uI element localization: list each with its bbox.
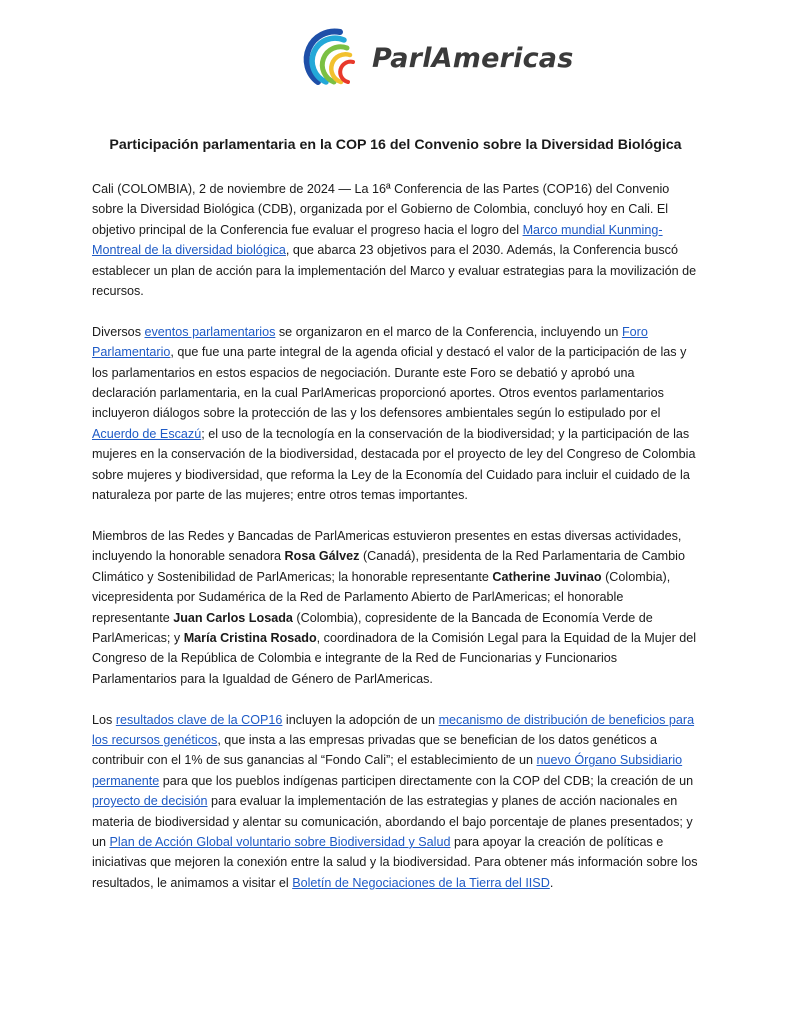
- text-run: ; el uso de la tecnología en la conservación de la biodiversidad; y la participación de las mujeres en la conservación de la biodiversidad, destacada por el proyecto de ley del Congreso de Colombia sobre mujeres y biodiversidad, que reforma la Ley de la Economía del Cuidado para incluir el cuidado de la naturaleza por parte de las mujeres; entre otros temas importantes.: [92, 426, 696, 503]
- link-eventos-parlamentarios[interactable]: eventos parlamentarios: [144, 324, 276, 339]
- text-run: se organizaron en el marco de la Conferencia, incluyendo un: [275, 324, 622, 339]
- text-run: Cali (COLOMBIA), 2 de noviembre de 2024 — La 16ª Conferencia de las Partes (COP16) del Convenio sobre la Diversidad Biológica (CDB), organizada por el Gobierno de Colombia, concluyó hoy en Cali. El objetivo principal de la Conferencia fue evaluar el progreso hacia el logro del: [92, 182, 670, 237]
- text-run: Miembros de las Redes y Bancadas de ParlAmericas estuvieron presentes en estas diversas actividades, incluyendo la honorable senadora: [92, 528, 682, 564]
- link-proyecto-decision[interactable]: proyecto de decisión: [92, 794, 208, 809]
- parlamericas-logo: [300, 24, 574, 92]
- text-run: (Colombia), copresidente de la Bancada de Economía Verde de ParlAmericas; y: [92, 610, 653, 645]
- article-body: [92, 179, 702, 914]
- paragraph-events: [92, 322, 702, 506]
- name-catherine-juvinao: Catherine Juvinao: [492, 569, 602, 584]
- link-acuerdo-escazu[interactable]: Acuerdo de Escazú: [92, 426, 202, 441]
- link-resultados-clave[interactable]: resultados clave de la COP16: [115, 712, 283, 727]
- link-foro-parlamentario[interactable]: Foro Parlamentario: [92, 324, 648, 360]
- text-run: .: [549, 875, 554, 890]
- name-maria-cristina-rosado: María Cristina Rosado: [183, 630, 317, 645]
- paragraph-intro: [92, 179, 702, 301]
- text-run: Diversos: [92, 324, 145, 339]
- logo-wordmark: ParlAmericas: [372, 42, 574, 74]
- page-title: Participación parlamentaria en la COP 16 del Convenio sobre la Diversidad Biológica: [109, 137, 682, 153]
- text-run: para apoyar la creación de políticas e iniciativas que mejoren la conexión entre la salud y la biodiversidad. Para obtener más información sobre los resultados, le animamos a visitar el: [92, 834, 698, 890]
- text-run: para que los pueblos indígenas participen directamente con la COP del CDB; la creación de un: [159, 773, 694, 788]
- text-run: Los: [92, 712, 116, 727]
- name-juan-carlos-losada: Juan Carlos Losada: [173, 610, 293, 625]
- text-run: , que insta a las empresas privadas que se benefician de los datos genéticos a contribuir con el 1% de sus ganancias al “Fondo Cali”; el establecimiento de un: [92, 732, 657, 768]
- text-run: , que abarca 23 objetivos para el 2030. Además, la Conferencia buscó establecer un plan de acción para la implementación del Marco y evaluar estrategias para la movilización de recursos.: [92, 243, 697, 299]
- text-run: incluyen la adopción de un: [282, 712, 439, 727]
- name-rosa-galvez: Rosa Gálvez: [284, 549, 360, 564]
- text-run: (Canadá), presidenta de la Red Parlamentaria de Cambio Climático y Sostenibilidad de ParlAmericas; la honorable representante: [92, 549, 685, 584]
- text-run: (Colombia), vicepresidenta por Sudamérica de la Red de Parlamento Abierto de ParlAmericas; el honorable representante: [92, 569, 671, 625]
- link-plan-accion-global[interactable]: Plan de Acción Global voluntario sobre Biodiversidad y Salud: [109, 834, 451, 849]
- link-marco-mundial[interactable]: Marco mundial Kunming-Montreal de la diversidad biológica: [92, 222, 663, 258]
- paragraph-members: [92, 526, 702, 689]
- text-run: para evaluar la implementación de las estrategias y planes de acción nacionales en materia de biodiversidad y alentar su comunicación, abordando el bajo porcentaje de planes presentados; y un: [92, 794, 693, 849]
- link-boletin-iisd[interactable]: Boletín de Negociaciones de la Tierra del IISD: [292, 875, 550, 890]
- text-run: , que fue una parte integral de la agenda oficial y destacó el valor de la participación de las y los parlamentarios en estos espacios de negociación. Durante este Foro se debatió y aprobó una declaración parlamentaria, en la cual ParlAmericas proporcionó aportes. Otros eventos parlamentarios incluyeron diálogos sobre la protección de las y los defensores ambientales según lo estipulado por el: [92, 345, 687, 421]
- paragraph-results: [92, 710, 702, 894]
- link-organo-subsidiario[interactable]: nuevo Órgano Subsidiario permanente: [92, 753, 683, 788]
- rainbow-arcs-icon: [300, 24, 370, 92]
- text-run: , coordinadora de la Comisión Legal para la Equidad de la Mujer del Congreso de la República de Colombia e integrante de la Red de Funcionarias y Funcionarios Parlamentarios para la Igualdad de Género de ParlAmericas.: [92, 630, 697, 686]
- link-mecanismo-distribucion[interactable]: mecanismo de distribución de beneficios para los recursos genéticos: [92, 712, 695, 747]
